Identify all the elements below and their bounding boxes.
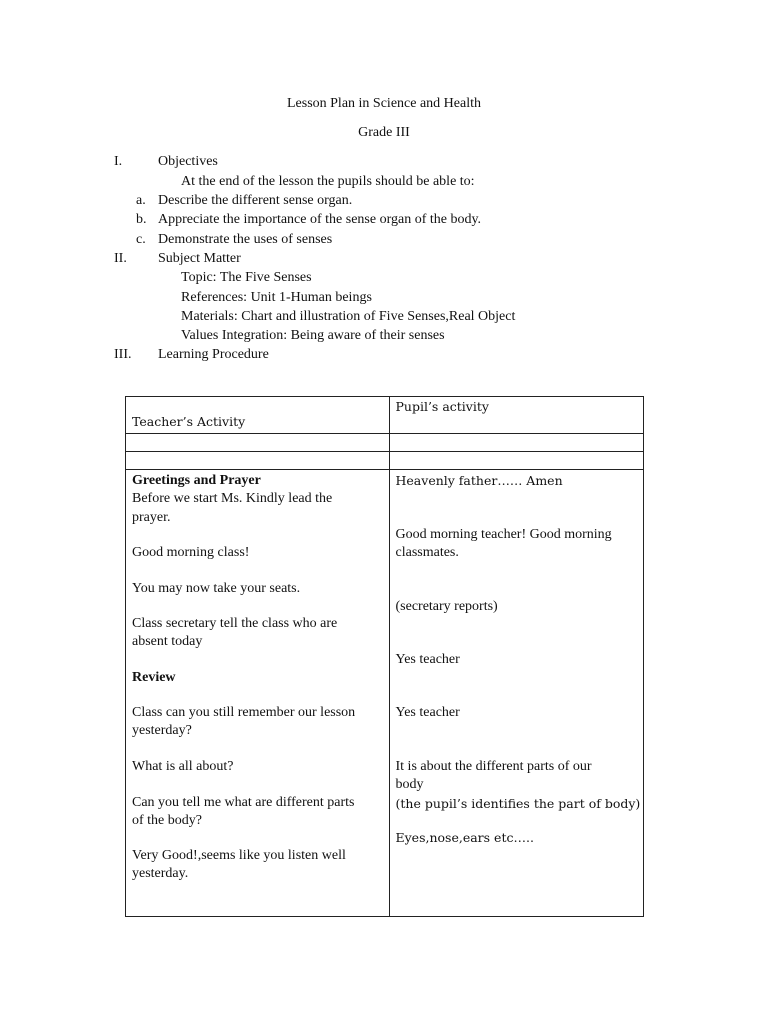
section-numeral: II. [114, 251, 127, 266]
empty-cell [389, 434, 644, 452]
secretary-line: absent today [132, 634, 203, 649]
parts-line: of the body? [132, 813, 202, 828]
empty-row [126, 452, 644, 470]
objective-letter: c. [136, 232, 146, 247]
eyes-response: Eyes,nose,ears etc….. [395, 830, 534, 845]
grade-label: Grade III [358, 125, 410, 140]
seats-text: You may now take your seats. [132, 581, 301, 596]
pupil-activity-cell [389, 470, 644, 917]
review-heading: Review [132, 670, 176, 685]
empty-row [126, 434, 644, 452]
yes-response: Yes teacher [395, 705, 460, 720]
teacher-activity-header: Teacher’s Activity [132, 414, 246, 429]
objective-letter: b. [136, 212, 147, 227]
parts-line: Can you tell me what are different parts [132, 795, 355, 810]
teacher-header-cell [126, 397, 390, 434]
greeting-response: Good morning teacher! Good morning [395, 527, 612, 542]
prayer-line: Before we start Ms. Kindly lead the [132, 491, 333, 506]
materials-text: Materials: Chart and illustration of Five Senses,Real Object [181, 309, 516, 324]
values-text: Values Integration: Being aware of their senses [181, 328, 445, 343]
what-about-text: What is all about? [132, 759, 234, 774]
prayer-line: prayer. [132, 510, 171, 525]
prayer-response: Heavenly father…… Amen [395, 473, 563, 488]
activity-row [126, 470, 644, 917]
yes-response: Yes teacher [395, 652, 460, 667]
secretary-line: Class secretary tell the class who are [132, 616, 338, 631]
section-heading: Objectives [158, 154, 218, 169]
about-response: It is about the different parts of our [395, 759, 592, 774]
empty-cell [389, 452, 644, 470]
very-good-line: yesterday. [132, 866, 189, 881]
good-morning-text: Good morning class! [132, 545, 250, 560]
section-heading: Subject Matter [158, 251, 241, 266]
teacher-activity-content [126, 470, 389, 916]
objective-text: Demonstrate the uses of senses [158, 232, 333, 247]
greetings-heading: Greetings and Prayer [132, 473, 261, 488]
activity-table [125, 396, 644, 917]
remember-line: Class can you still remember our lesson [132, 705, 356, 720]
remember-line: yesterday? [132, 723, 192, 738]
objective-text: Appreciate the importance of the sense organ of the body. [158, 212, 482, 227]
pupil-activity-content [390, 470, 644, 916]
document-title: Lesson Plan in Science and Health [286, 96, 481, 111]
objectives-intro: At the end of the lesson the pupils should be able to: [181, 174, 475, 189]
about-response: body [395, 777, 424, 792]
section-numeral: I. [114, 154, 123, 169]
teacher-activity-cell [126, 470, 390, 917]
secretary-response: (secretary reports) [395, 599, 498, 614]
empty-cell [126, 452, 390, 470]
section-numeral: III. [114, 347, 132, 362]
references-text: References: Unit 1-Human beings [181, 290, 372, 305]
objective-letter: a. [136, 193, 146, 208]
very-good-line: Very Good!,seems like you listen well [132, 848, 346, 863]
topic-text: Topic: The Five Senses [181, 270, 312, 285]
empty-cell [126, 434, 390, 452]
pupil-header-cell [389, 397, 644, 434]
objective-text: Describe the different sense organ. [158, 193, 353, 208]
table-header-row [126, 397, 644, 434]
pupil-activity-header: Pupil’s activity [395, 399, 489, 414]
section-heading: Learning Procedure [158, 347, 269, 362]
identifies-response: (the pupil’s identifies the part of body) [395, 796, 641, 811]
greeting-response: classmates. [395, 545, 459, 560]
